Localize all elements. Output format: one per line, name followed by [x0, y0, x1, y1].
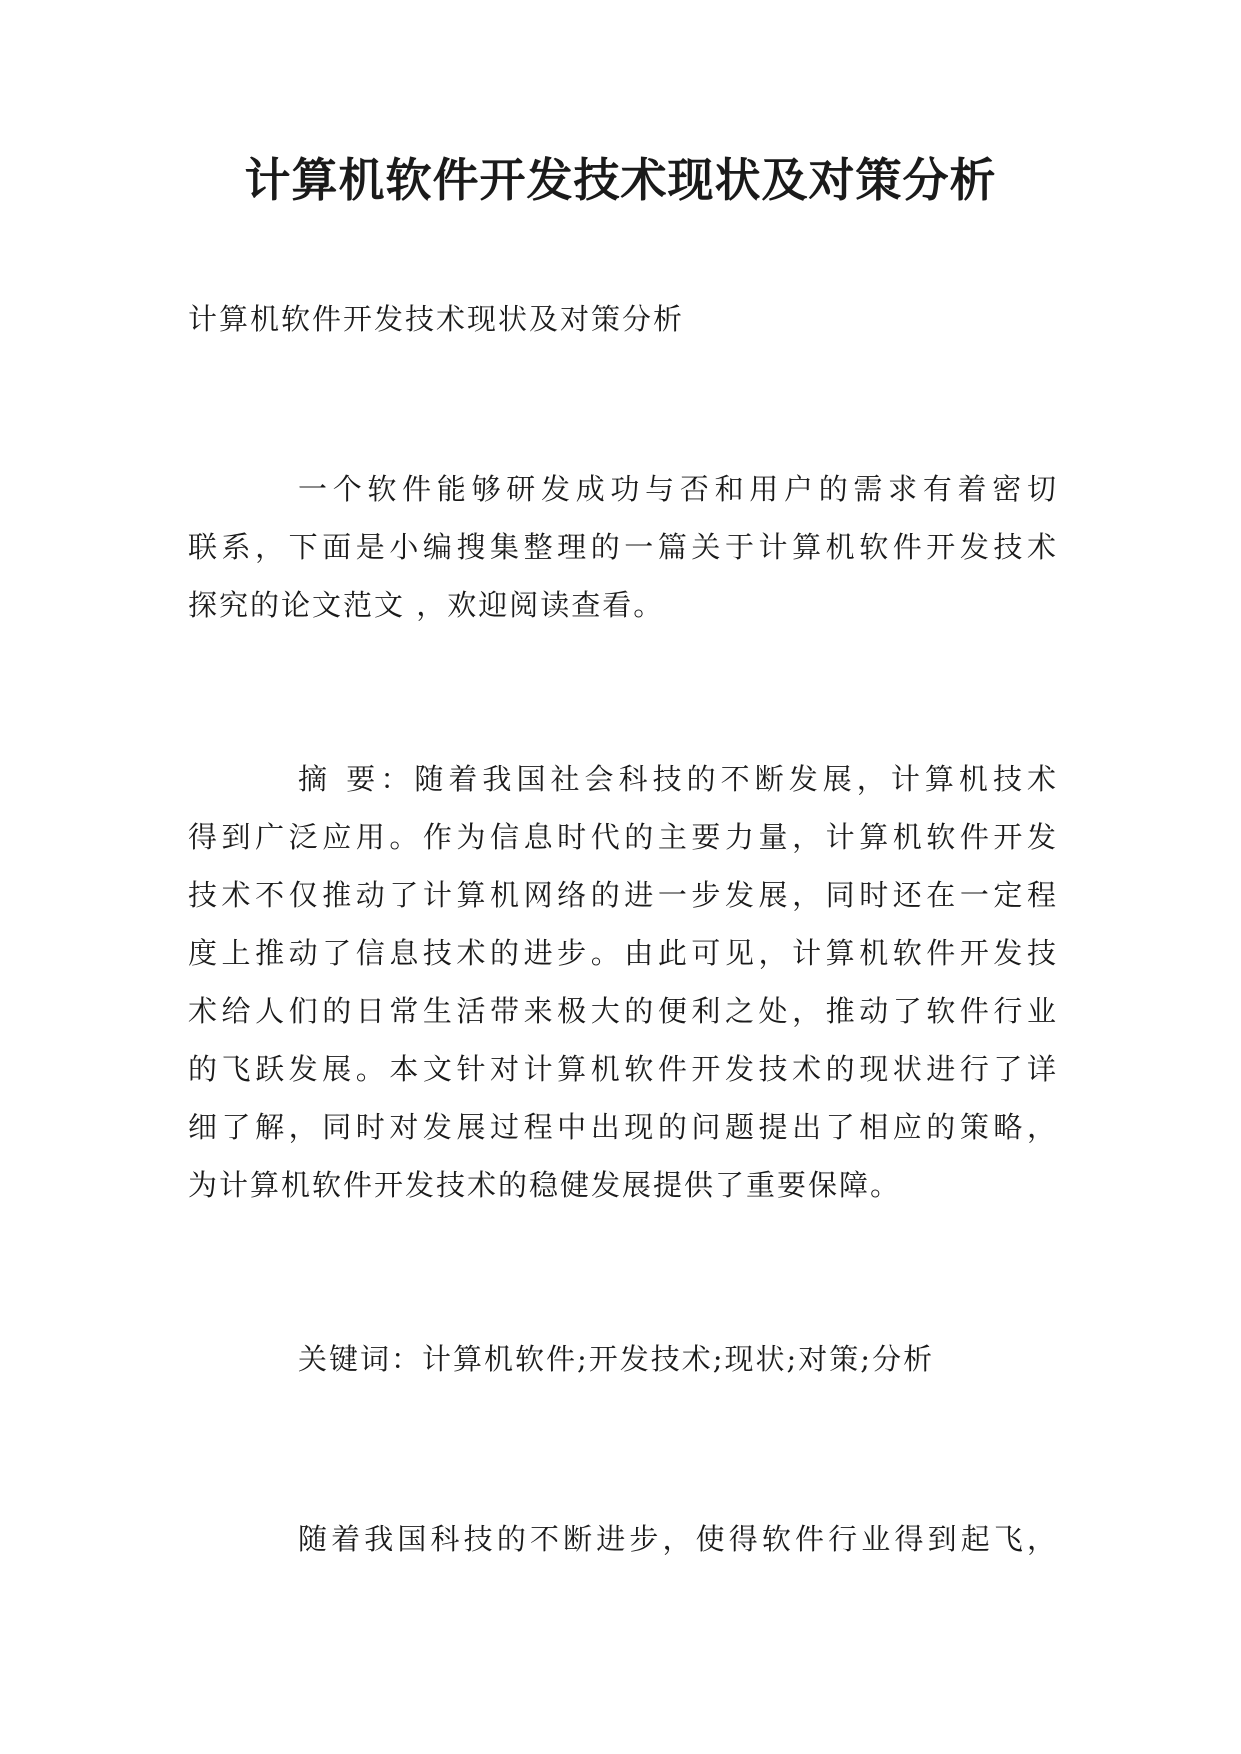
abstract-line: 的飞跃发展。本文针对计算机软件开发技术的现状进行了详 — [188, 1052, 1058, 1086]
abstract-line: 技术不仅推动了计算机网络的进一步发展，同时还在一定程 — [188, 878, 1058, 912]
document-subtitle: 计算机软件开发技术现状及对策分析 — [188, 302, 685, 336]
abstract-paragraph — [188, 750, 1058, 1214]
keywords-paragraph — [188, 1330, 1058, 1388]
abstract-line: 为计算机软件开发技术的稳健发展提供了重要保障。 — [188, 1168, 902, 1202]
intro-line: 一个软件能够研发成功与否和用户的需求有着密切 — [298, 472, 1058, 506]
body-paragraph — [188, 1510, 1058, 1568]
intro-paragraph — [188, 460, 1058, 634]
intro-line: 探究的论文范文 ，欢迎阅读查看。 — [188, 588, 665, 622]
abstract-line: 术给人们的日常生活带来极大的便利之处，推动了软件行业 — [188, 994, 1058, 1028]
abstract-line: 度上推动了信息技术的进步。由此可见，计算机软件开发技 — [188, 936, 1058, 970]
abstract-line: 得到广泛应用。作为信息时代的主要力量，计算机软件开发 — [188, 820, 1058, 854]
intro-line: 联系，下面是小编搜集整理的一篇关于计算机软件开发技术 — [188, 530, 1058, 564]
abstract-line: 摘 要：随着我国社会科技的不断发展，计算机技术 — [298, 762, 1058, 796]
keywords-line: 关键词：计算机软件;开发技术;现状;对策;分析 — [298, 1342, 935, 1376]
body-line: 随着我国科技的不断进步，使得软件行业得到起飞， — [298, 1522, 1058, 1556]
document-title: 计算机软件开发技术现状及对策分析 — [244, 153, 997, 207]
abstract-line: 细了解，同时对发展过程中出现的问题提出了相应的策略， — [188, 1110, 1058, 1144]
